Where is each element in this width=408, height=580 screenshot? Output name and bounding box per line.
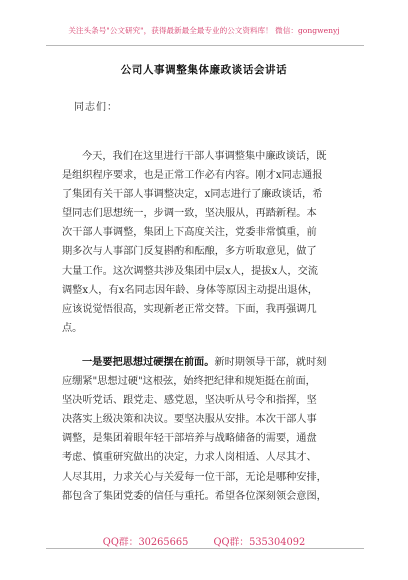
paragraph-line: 次干部人事调整，集团上下高度关注，党委非常慎重，前: [62, 227, 317, 239]
qq-group-2: QQ群：535304092: [213, 537, 306, 548]
salutation: 同志们：: [74, 102, 118, 113]
paragraph-line: 决落实上级决策和决议。要坚决服从安排。本次干部人事: [62, 414, 317, 426]
paragraph-line: 是组织程序要求，也是正常工作必有内容。刚才x同志通报: [62, 170, 323, 182]
paragraph-line: 今天，我们在这里进行干部人事调整集中廉政谈话，既: [82, 151, 327, 162]
paragraph-line: 点。: [62, 322, 83, 334]
paragraph-2: [62, 353, 346, 506]
paragraph-line: 调整，是集团着眼年轻干部培养与战略储备的需要，通盘: [62, 433, 317, 445]
paragraph-line: 望同志们思想统一，步调一致，坚决服从，再踏新程。本: [62, 208, 317, 220]
paragraph-first-line: [62, 353, 346, 372]
paragraph-line: 调整x人，有x名同志因年龄、身体等原因主动提出退休，: [62, 284, 318, 296]
footer-contact: [0, 534, 408, 548]
paragraph-line: 期多次与人事部门反复斟酌和酝酿，多方听取意见，做了: [62, 246, 317, 258]
header-divider: [46, 45, 364, 46]
paragraph-line: 应该说觉悟很高，实现新老正常交替。下面，我再强调几: [62, 303, 317, 315]
paragraph-line: 了集团有关干部人事调整决定，x同志进行了廉政谈话，希: [62, 189, 323, 201]
paragraph-line: 坚决听党话、跟党走、感党恩，坚决听从号令和指挥，坚: [62, 395, 317, 407]
paragraph-line: 大量工作。这次调整共涉及集团中层x人，提拔x人，交流: [62, 265, 318, 277]
section-heading: 一是要把思想过硬摆在前面。: [82, 356, 215, 368]
footer-divider: [46, 548, 364, 549]
paragraph-1: [62, 147, 346, 338]
qq-group-1: QQ群：30265665: [102, 537, 189, 548]
paragraph-line: 应绷紧"思想过硬"这根弦，始终把纪律和规矩挺在前面，: [62, 376, 316, 388]
document-title: 公司人事调整集体廉政谈话会讲话: [120, 64, 288, 76]
promo-header: 关注头条号"公文研究"，获得最新最全最专业的公文资料库！ 微信：gongwenyj: [68, 26, 340, 35]
paragraph-line: 考虑、慎重研究做出的决定，力求人岗相适、人尽其才、: [62, 452, 317, 464]
paragraph-line: 都包含了集团党委的信任与重托。希望各位深刻领会意图，: [62, 490, 327, 502]
paragraph-line: 人尽其用，力求关心与关爱每一位干部，无论是哪种安排，: [62, 471, 327, 483]
paragraph-line-rest: 新时期领导干部，就时刻: [214, 357, 327, 368]
